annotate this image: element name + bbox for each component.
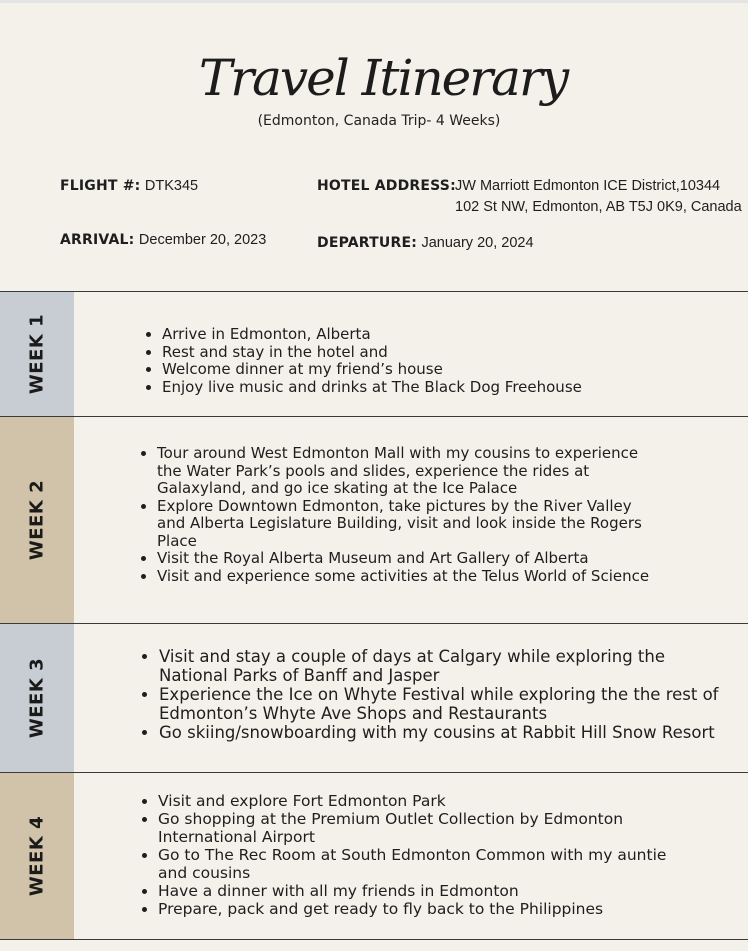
page-title: Travel Itinerary xyxy=(198,49,568,107)
list-item: • Visit and experience some activities at the Telus World of Science xyxy=(157,568,657,586)
top-border xyxy=(0,0,748,3)
hotel-info xyxy=(317,177,456,195)
week-2-list xyxy=(139,445,657,585)
week-1-section xyxy=(0,292,748,416)
arrival-value: December 20, 2023 xyxy=(138,232,267,248)
list-item: • Welcome dinner at my friend’s house xyxy=(162,361,722,379)
departure-info xyxy=(317,234,534,252)
list-item: • Visit the Royal Alberta Museum and Art Gallery of Alberta xyxy=(157,550,657,568)
flight-info xyxy=(60,177,198,195)
arrival-info xyxy=(60,231,266,249)
list-item: • Arrive in Edmonton, Alberta xyxy=(162,326,722,344)
list-item: • Experience the Ice on Whyte Festival while exploring the the rest of Edmonton’s Whyte Ave Shops and Restaurants xyxy=(159,685,719,723)
week-label: WEEK 3 xyxy=(26,657,48,739)
flight-label: FLIGHT #: xyxy=(60,178,141,194)
list-item: • Prepare, pack and get ready to fly back to the Philippines xyxy=(158,900,688,918)
list-item: • Have a dinner with all my friends in Edmonton xyxy=(158,882,688,900)
week-4-list xyxy=(140,792,688,918)
list-item: • Enjoy live music and drinks at The Black Dog Freehouse xyxy=(162,379,722,397)
week-label: WEEK 2 xyxy=(26,479,48,561)
week-1-list xyxy=(144,326,722,396)
list-item: • Go skiing/snowboarding with my cousins at Rabbit Hill Snow Resort xyxy=(159,723,719,742)
hotel-label: HOTEL ADDRESS: xyxy=(317,178,456,194)
week-3-section xyxy=(0,624,748,772)
departure-value: January 20, 2024 xyxy=(421,235,534,251)
week-label: WEEK 1 xyxy=(26,313,48,395)
week-label: WEEK 4 xyxy=(26,815,48,897)
week-2-section xyxy=(0,417,748,623)
departure-label: DEPARTURE: xyxy=(317,235,418,251)
week-4-section xyxy=(0,773,748,939)
list-item: • Rest and stay in the hotel and xyxy=(162,344,722,362)
list-item: • Explore Downtown Edmonton, take pictures by the River Valley and Alberta Legislature Building, visit and look inside the Rogers Place xyxy=(157,498,657,551)
week-3-list xyxy=(141,647,719,742)
divider xyxy=(0,939,748,940)
list-item: • Visit and explore Fort Edmonton Park xyxy=(158,792,688,810)
hotel-address: JW Marriott Edmonton ICE District,10344 102 St NW, Edmonton, AB T5J 0K9, Canada xyxy=(455,178,742,215)
arrival-label: ARRIVAL: xyxy=(60,232,135,248)
list-item: • Visit and stay a couple of days at Calgary while exploring the National Parks of Banff and Jasper xyxy=(159,647,719,685)
flight-value: DTK345 xyxy=(144,178,199,194)
list-item: • Go to The Rec Room at South Edmonton Common with my auntie and cousins xyxy=(158,846,688,882)
page-subtitle: (Edmonton, Canada Trip- 4 Weeks) xyxy=(257,113,501,129)
list-item: • Tour around West Edmonton Mall with my cousins to experience the Water Park’s pools and slides, experience the rides at Galaxyland, and go ice skating at the Ice Palace xyxy=(157,445,657,498)
list-item: • Go shopping at the Premium Outlet Collection by Edmonton International Airport xyxy=(158,810,688,846)
